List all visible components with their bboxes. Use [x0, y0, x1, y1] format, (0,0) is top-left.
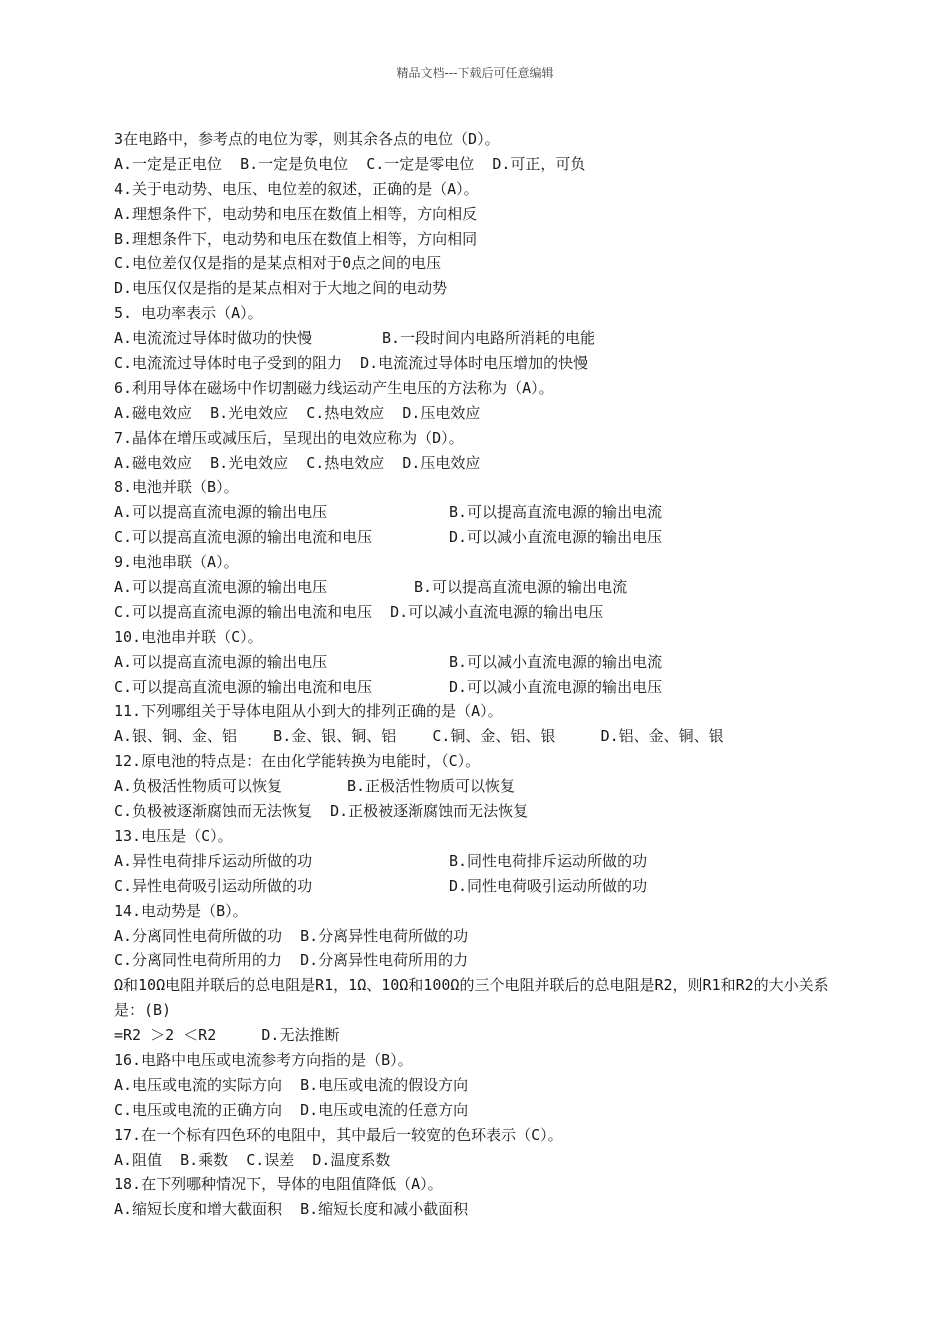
question-10-options-ab	[114, 650, 844, 675]
question-8-option-c: C.可以提高直流电源的输出电流和电压	[114, 528, 373, 547]
question-10-options-cd	[114, 675, 844, 700]
question-8: 8.电池并联（B）。	[114, 478, 239, 497]
question-16-options-ab: A.电压或电流的实际方向 B.电压或电流的假设方向	[114, 1075, 469, 1094]
question-13-option-a: A.异性电荷排斥运动所做的功	[114, 851, 313, 870]
question-4-option-a: A.理想条件下，电动势和电压在数值上相等，方向相反	[114, 204, 478, 223]
question-17: 17.在一个标有四色环的电阻中，其中最后一较宽的色环表示（C）。	[114, 1125, 563, 1144]
question-4-option-c: C.电位差仅仅是指的是某点相对于0点之间的电压	[114, 254, 442, 273]
question-5-options-cd: C.电流流过导体时电子受到的阻力 D.电流流过导体时电压增加的快慢	[114, 354, 589, 373]
question-10-option-c: C.可以提高直流电源的输出电流和电压	[114, 677, 373, 696]
question-12-option-a: A.负极活性物质可以恢复	[114, 777, 283, 796]
question-7-options: A.磁电效应 B.光电效应 C.热电效应 D.压电效应	[114, 453, 481, 472]
question-11: 11.下列哪组关于导体电阻从小到大的排列正确的是（A）。	[114, 702, 503, 721]
question-10: 10.电池串并联（C）。	[114, 627, 263, 646]
question-17-options: A.阻值 B.乘数 C.误差 D.温度系数	[114, 1150, 391, 1169]
question-9-option-b: B.可以提高直流电源的输出电流	[414, 578, 628, 597]
question-9: 9.电池串联（A）。	[114, 553, 239, 572]
question-10-option-d: D.可以减小直流电源的输出电压	[449, 677, 663, 696]
question-8-options-ab	[114, 500, 844, 525]
question-10-option-b: B.可以减小直流电源的输出电流	[449, 652, 663, 671]
question-5-option-a: A.电流流过导体时做功的快慢	[114, 329, 313, 348]
question-14-options-ab: A.分离同性电荷所做的功 B.分离异性电荷所做的功	[114, 926, 469, 945]
question-13-options-ab	[114, 849, 844, 874]
question-13-option-c: C.异性电荷吸引运动所做的功	[114, 876, 313, 895]
question-16: 16.电路中电压或电流参考方向指的是（B）。	[114, 1050, 413, 1069]
question-3: 3在电路中，参考点的电位为零，则其余各点的电位（D）。	[114, 130, 500, 148]
question-13-options-cd	[114, 874, 844, 899]
question-13-option-b: B.同性电荷排斥运动所做的功	[449, 851, 648, 870]
question-13-option-d: D.同性电荷吸引运动所做的功	[449, 876, 648, 895]
question-4-option-b: B.理想条件下，电动势和电压在数值上相等，方向相同	[114, 229, 478, 248]
question-14: 14.电动势是（B）。	[114, 901, 248, 920]
question-4: 4.关于电动势、电压、电位差的叙述，正确的是（A）。	[114, 179, 479, 198]
question-15: Ω和10Ω电阻并联后的总电阻是R1，1Ω、10Ω和100Ω的三个电阻并联后的总电阻是R2，则R1和R2的大小关系是：(B)	[114, 976, 829, 1020]
question-16-options-cd: C.电压或电流的正确方向 D.电压或电流的任意方向	[114, 1100, 469, 1119]
question-9-options-ab	[114, 575, 844, 600]
question-5-options-ab	[114, 326, 844, 351]
question-9-options-cd: C.可以提高直流电源的输出电流和电压 D.可以减小直流电源的输出电压	[114, 602, 604, 621]
question-15-options: =R2 ＞2 ＜R2 D.无法推断	[114, 1026, 340, 1045]
question-9-option-a: A.可以提高直流电源的输出电压	[114, 578, 328, 597]
question-4-option-d: D.电压仅仅是指的是某点相对于大地之间的电动势	[114, 279, 448, 298]
question-10-option-a: A.可以提高直流电源的输出电压	[114, 652, 328, 671]
question-11-options: A.银、铜、金、铝 B.金、银、铜、铝 C.铜、金、铝、银 D.铝、金、铜、银	[114, 727, 724, 746]
question-5-option-b: B.一段时间内电路所消耗的电能	[382, 329, 596, 348]
question-5: 5. 电功率表示（A）。	[114, 304, 263, 323]
question-6: 6.利用导体在磁场中作切割磁力线运动产生电压的方法称为（A）。	[114, 378, 554, 397]
question-8-option-a: A.可以提高直流电源的输出电压	[114, 503, 328, 522]
question-8-option-d: D.可以减小直流电源的输出电压	[449, 528, 663, 547]
question-12-option-b: B.正极活性物质可以恢复	[347, 777, 516, 796]
question-13: 13.电压是（C）。	[114, 826, 233, 845]
question-14-options-cd: C.分离同性电荷所用的力 D.分离异性电荷所用的力	[114, 951, 469, 970]
question-18: 18.在下列哪种情况下，导体的电阻值降低（A）。	[114, 1175, 443, 1194]
question-8-option-b: B.可以提高直流电源的输出电流	[449, 503, 663, 522]
question-18-options-ab: A.缩短长度和增大截面积 B.缩短长度和减小截面积	[114, 1200, 469, 1219]
question-8-options-cd	[114, 525, 844, 550]
question-6-options: A.磁电效应 B.光电效应 C.热电效应 D.压电效应	[114, 403, 481, 422]
question-7: 7.晶体在增压或减压后，呈现出的电效应称为（D）。	[114, 428, 464, 447]
question-12-options-cd: C.负极被逐渐腐蚀而无法恢复 D.正极被逐渐腐蚀而无法恢复	[114, 802, 529, 821]
question-12-options-ab	[114, 774, 844, 799]
question-list	[114, 127, 844, 1222]
question-3-options: A.一定是正电位 B.一定是负电位 C.一定是零电位 D.可正，可负	[114, 154, 586, 173]
page-header: 精品文档---下载后可任意编辑	[396, 66, 554, 80]
question-12: 12.原电池的特点是：在由化学能转换为电能时，（C）。	[114, 752, 481, 771]
